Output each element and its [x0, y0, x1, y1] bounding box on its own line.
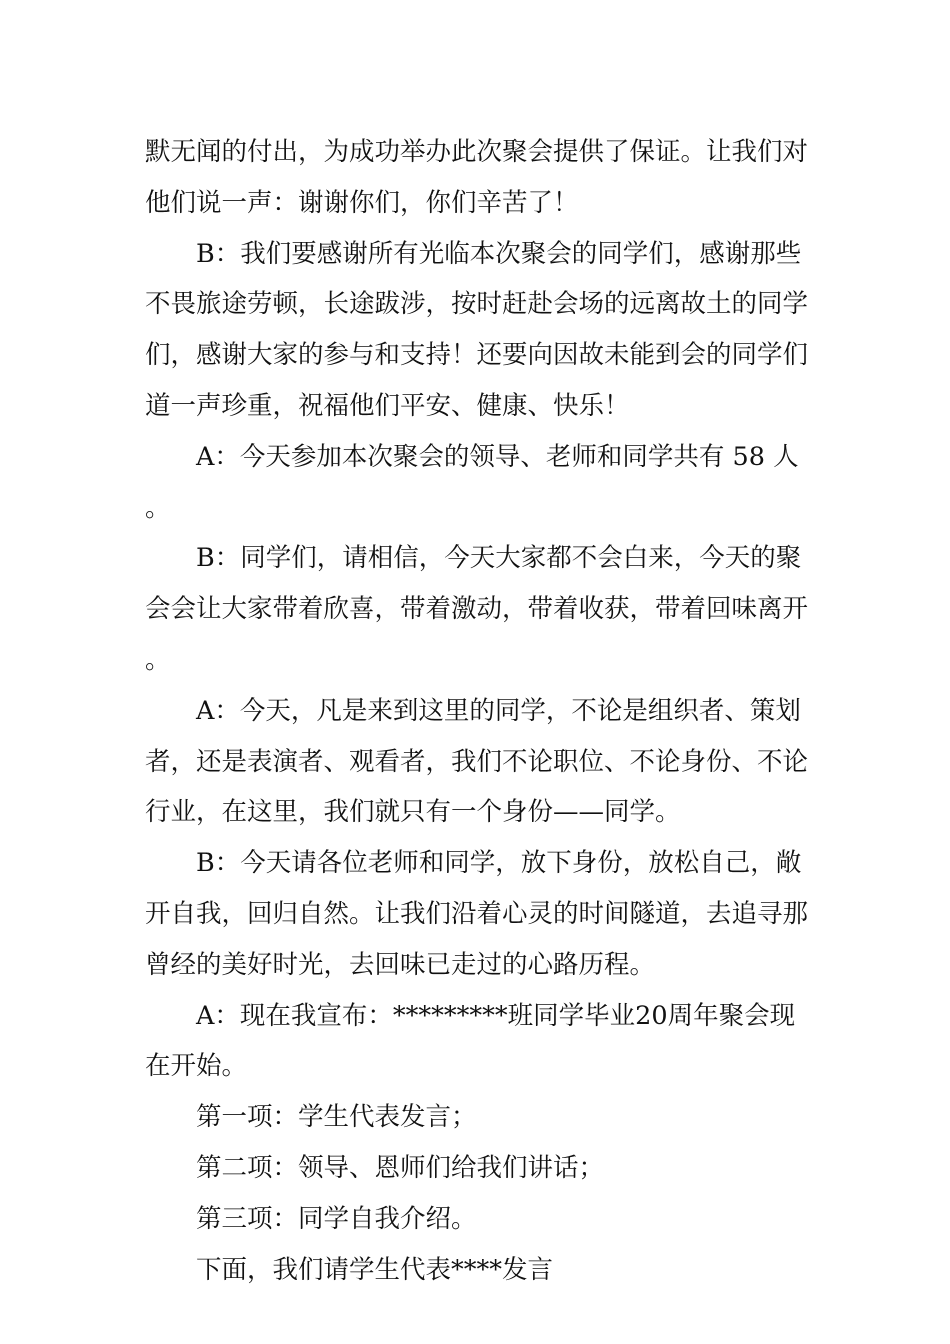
paragraph-b-relax: B：今天请各位老师和同学，放下身份，放松自己，敞开自我，回归自然。让我们沿着心灵的时间隧道，去追寻那曾经的美好时光，去回味已走过的心路历程。	[145, 848, 809, 980]
agenda-item-2: 第二项：领导、恩师们给我们讲话；	[196, 1152, 605, 1183]
paragraph-invite-speaker: 下面，我们请学生代表****发言	[196, 1254, 554, 1285]
agenda-item-3: 第三项：同学自我介绍。	[196, 1203, 477, 1234]
document-body	[145, 127, 809, 1295]
paragraph-a-attendance: A：今天参加本次聚会的领导、老师和同学共有 58 人。	[145, 441, 799, 523]
paragraph-a-announce: A：现在我宣布：*********班同学毕业20周年聚会现在开始。	[145, 1000, 796, 1082]
paragraph-a-identity: A：今天，凡是来到这里的同学，不论是组织者、策划者，还是表演者、观看者，我们不论职位、不论身份、不论行业，在这里，我们就只有一个身份——同学。	[145, 695, 809, 828]
paragraph-thanks-staff: 默无闻的付出，为成功举办此次聚会提供了保证。让我们对他们说一声：谢谢你们，你们辛苦了！	[145, 137, 809, 218]
paragraph-b-thanks-classmates: B：我们要感谢所有光临本次聚会的同学们，感谢那些不畏旅途劳顿，长途跋涉，按时赶赴会场的远离故土的同学们，感谢大家的参与和支持！还要向因故未能到会的同学们道一声珍重，祝福他们平安、健康、快乐！	[145, 238, 809, 421]
agenda-item-1: 第一项：学生代表发言；	[196, 1102, 477, 1133]
paragraph-b-believe: B：同学们，请相信，今天大家都不会白来，今天的聚会会让大家带着欣喜，带着激动，带着收获，带着回味离开。	[145, 543, 809, 675]
